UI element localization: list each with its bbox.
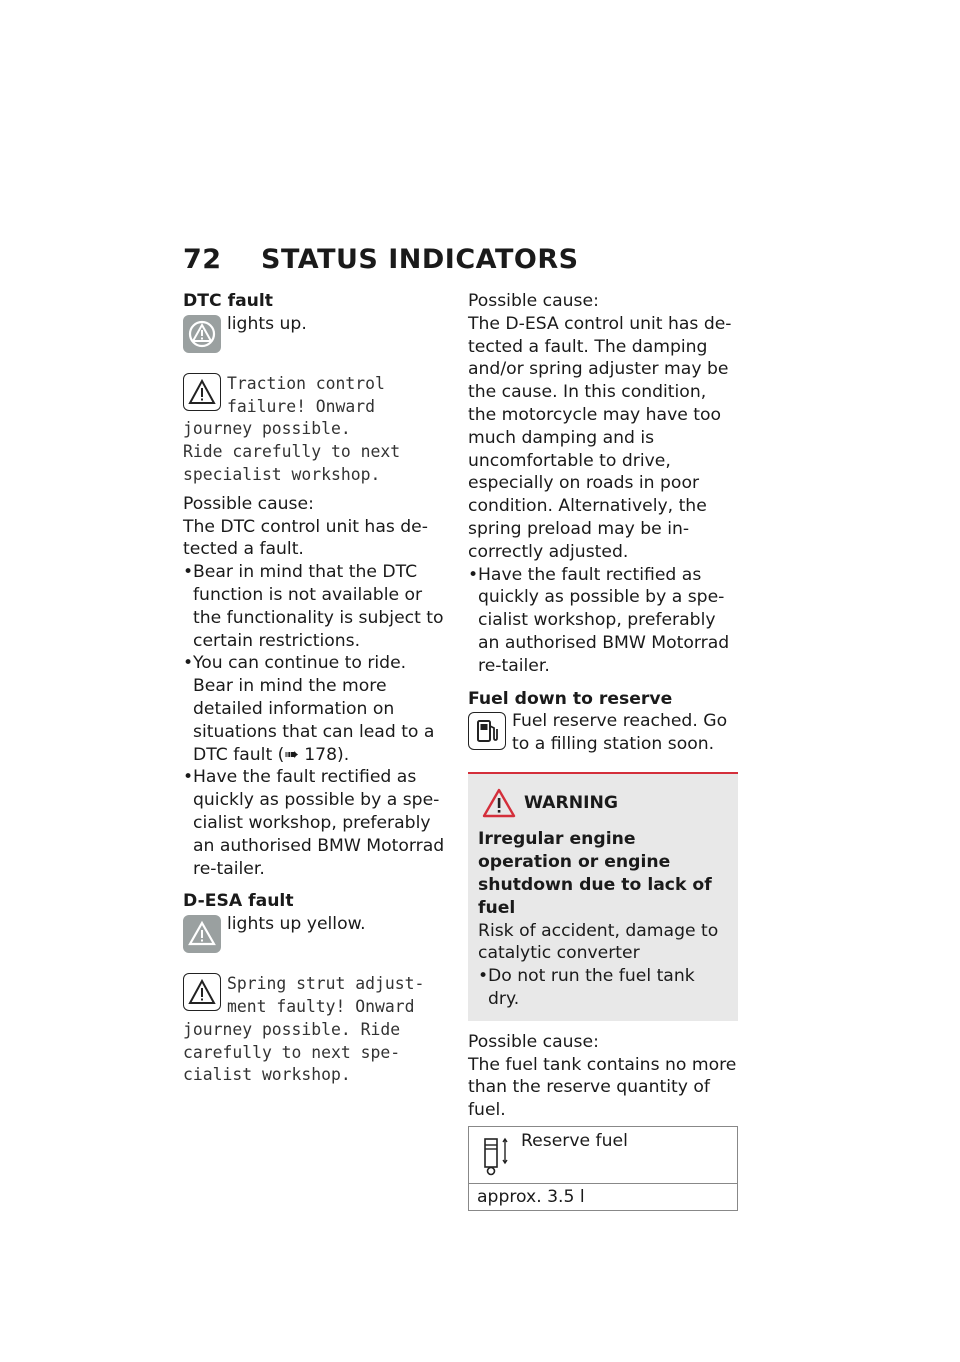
reserve-fuel-table xyxy=(468,1126,738,1211)
desa-heading: D-ESA fault xyxy=(183,891,294,912)
desa-display-line-1: Spring strut adjust- xyxy=(227,974,425,994)
fuel-indicator-row xyxy=(468,710,738,758)
warning-triangle-icon xyxy=(183,973,221,1011)
fuel-warning-box xyxy=(468,772,738,1020)
warning-triangle-icon xyxy=(482,788,516,818)
dtc-bullet-2: • You can continue to ride. Bear in mind the more detailed information on situations that can lead to a DTC fault (➠ 178). xyxy=(183,652,451,766)
desa-indicator-row xyxy=(183,913,451,961)
warning-label: WARNING xyxy=(524,793,618,814)
dtc-bullet-list xyxy=(183,561,451,880)
dtc-cause-label: Possible cause: xyxy=(183,493,314,514)
warning-text: Risk of accident, damage to catalytic converter xyxy=(478,920,719,964)
reserve-fuel-table-header xyxy=(469,1127,737,1184)
warning-title xyxy=(482,788,728,818)
left-column xyxy=(183,290,451,1087)
desa-bullet-1: • Have the fault rectified as quickly as possible by a spe-cialist workshop, preferably an authorised BMW Motorrad re-tailer. xyxy=(468,564,738,678)
fuel-cause-text: The fuel tank contains no more than the reserve quantity of fuel. xyxy=(468,1054,737,1121)
desa-display-message xyxy=(183,973,451,1087)
reserve-fuel-value: approx. 3.5 l xyxy=(477,1186,585,1207)
warning-bullet: • Do not run the fuel tank dry. xyxy=(478,965,728,1011)
dtc-heading: DTC fault xyxy=(183,291,274,311)
page-header xyxy=(183,244,579,275)
page-number: 72 xyxy=(183,244,222,275)
right-column xyxy=(468,290,738,1211)
section-title: STATUS INDICATORS xyxy=(261,244,579,275)
dtc-display-line-5: specialist workshop. xyxy=(183,464,381,484)
fuel-cause-label: Possible cause: xyxy=(468,1031,599,1052)
dtc-display-line-4: Ride carefully to next xyxy=(183,442,401,462)
dtc-display-message xyxy=(183,373,451,487)
fuel-heading: Fuel down to reserve xyxy=(468,688,673,709)
desa-indicator-text: lights up yellow. xyxy=(227,914,366,935)
dtc-display-line-1: Traction control xyxy=(227,373,385,393)
dtc-bullet-3: • Have the fault rectified as quickly as possible by a spe-cialist workshop, preferably an authorised BMW Motorrad re-tailer. xyxy=(183,766,451,880)
desa-display-line-5: cialist workshop. xyxy=(183,1065,351,1085)
warning-heading: Irregular engine operation or engine shutdown due to lack of fuel xyxy=(478,829,712,918)
warning-bullet-list xyxy=(478,965,728,1011)
warning-triangle-icon xyxy=(183,373,221,411)
dtc-display-line-2: failure! Onward xyxy=(227,396,376,416)
desa-warning-light-icon xyxy=(183,915,221,953)
dtc-bullet-2-text: You can continue to ride. Bear in mind the more detailed information on situations that can lead to a DTC fault xyxy=(193,653,435,765)
dtc-display-line-3: journey possible. xyxy=(183,419,351,439)
desa-bullet-list xyxy=(468,564,738,678)
page-ref-arrow-icon: ➠ xyxy=(284,744,299,765)
desa-display-line-3: journey possible. Ride xyxy=(183,1019,401,1039)
reserve-fuel-label: Reserve fuel xyxy=(521,1130,628,1151)
desa-display-line-2: ment faulty! Onward xyxy=(227,996,415,1016)
desa-cause-label: Possible cause: xyxy=(468,291,599,311)
desa-cause-text: The D-ESA control unit has de-tected a fault. The damping and/or spring adjuster may be the cause. In this condition, the motorcycle may have too much damping and is uncomfortable to drive, especially on roads in poor condition. Alternatively, the spring preload may be in-correctly adjusted. xyxy=(468,313,732,562)
dtc-indicator-text: lights up. xyxy=(227,313,307,334)
dtc-indicator-row xyxy=(183,313,451,361)
fuel-level-gauge-icon xyxy=(481,1133,515,1177)
dtc-page-ref[interactable]: 178). xyxy=(304,744,350,765)
dtc-warning-light-icon xyxy=(183,315,221,353)
fuel-pump-icon xyxy=(468,712,506,750)
dtc-cause-text: The DTC control unit has de-tected a fault. xyxy=(183,516,428,560)
desa-display-line-4: carefully to next spe- xyxy=(183,1042,401,1062)
fuel-indicator-text: Fuel reserve reached. Go to a filling station soon. xyxy=(512,711,728,755)
dtc-bullet-1: • Bear in mind that the DTC function is not available or the functionality is subject to certain restrictions. xyxy=(183,561,451,652)
